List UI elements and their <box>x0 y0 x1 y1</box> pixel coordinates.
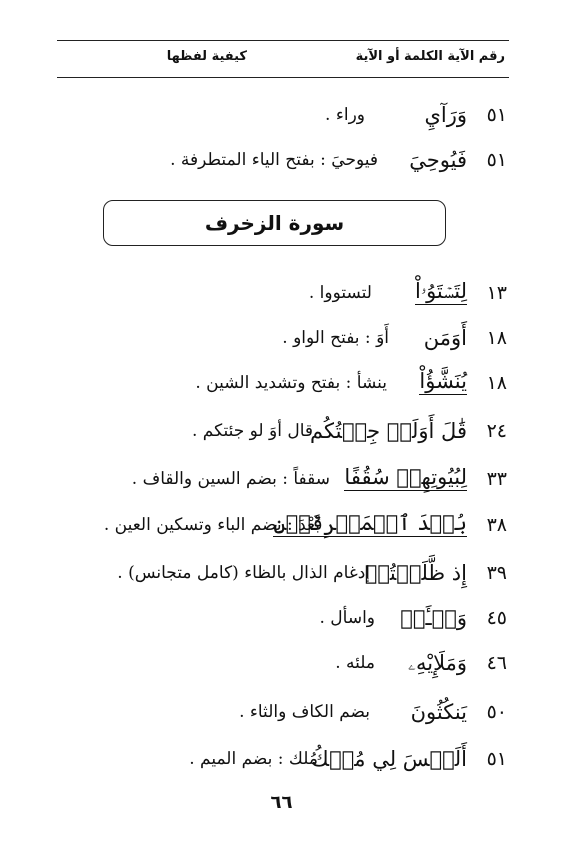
list-item <box>0 276 563 310</box>
quran-word: يَنكُثُونَ <box>410 700 467 724</box>
surah-title-box <box>103 200 446 246</box>
verse-number: ١٣ <box>486 282 507 304</box>
column-header-number-word: رقم الآية الكلمة أو الآية <box>355 49 505 64</box>
quran-word: لِتَسۡتَوُۥاْ <box>414 279 467 303</box>
pronunciation-note: وراء . <box>325 105 365 125</box>
table-header <box>57 40 509 78</box>
verse-number: ٥١ <box>486 748 507 770</box>
list-item <box>0 414 563 448</box>
quran-word: لِبُيُوتِهِمۡ سُقُفًا <box>344 465 467 489</box>
quran-word: وَسۡـَٔلۡ <box>400 606 467 630</box>
list-item <box>0 742 563 776</box>
verse-number: ٥١ <box>486 149 507 171</box>
pronunciation-note: سقفاً : بضم السين والقاف . <box>131 469 330 489</box>
pronunciation-note: ينشأ : بفتح وتشديد الشين . <box>195 373 387 393</box>
list-item <box>0 462 563 496</box>
column-header-pronunciation: كيفية لفظها <box>166 49 247 64</box>
verse-number: ٣٩ <box>486 562 507 584</box>
pronunciation-note: ملئه . <box>335 653 375 673</box>
pronunciation-note: فيوحيَ : بفتح الياء المتطرفة . <box>170 150 378 170</box>
verse-number: ٣٣ <box>486 468 507 490</box>
verse-number: ١٨ <box>486 327 507 349</box>
list-item <box>0 508 563 542</box>
quran-word: فَيُوحِيَ <box>409 148 467 172</box>
quran-word: وَرَآيِ <box>424 103 467 127</box>
quran-word: إِذ ظَّلَمۡتُمۡ <box>364 561 467 585</box>
verse-number: ٥١ <box>486 104 507 126</box>
pronunciation-note: مُلك : بضم الميم . <box>189 749 318 769</box>
verse-number: ٥٠ <box>486 701 507 723</box>
quran-word: أَوَمَن <box>423 326 467 350</box>
list-item <box>0 98 563 132</box>
quran-word: بُعۡدَ ٱلۡمَشۡرِقَيۡنِ <box>273 511 467 535</box>
list-item <box>0 321 563 355</box>
quran-word: قَٰلَ أَوَلَوۡ جِئۡتُكُم <box>310 419 467 443</box>
pronunciation-note: بضم الكاف والثاء . <box>239 702 370 722</box>
pronunciation-note: لتستووا . <box>308 283 372 303</box>
list-item <box>0 143 563 177</box>
surah-title: سورة الزخرف <box>204 211 345 235</box>
list-item <box>0 366 563 400</box>
pronunciation-note: واسأل . <box>319 608 375 628</box>
list-item <box>0 695 563 729</box>
verse-number: ٣٨ <box>486 514 507 536</box>
pronunciation-note: إدغام الذال بالظاء (كامل متجانس) . <box>117 563 370 583</box>
verse-number: ٢٤ <box>486 420 507 442</box>
list-item <box>0 601 563 635</box>
pronunciation-note: أَوَ : بفتح الواو . <box>282 328 389 348</box>
verse-number: ٤٦ <box>486 652 507 674</box>
quran-word: يُنَشَّؤُاْ <box>419 369 467 393</box>
verse-number: ١٨ <box>486 372 507 394</box>
list-item <box>0 646 563 680</box>
verse-number: ٤٥ <box>486 607 507 629</box>
quran-word: أَلَيۡسَ لِي مُلۡكُ <box>311 747 467 771</box>
quran-word: وَمَلَإِيْهِۦ <box>407 651 467 675</box>
page-number: ٦٦ <box>270 792 293 813</box>
pronunciation-note: قال أوَ لو جئتكم . <box>191 421 313 441</box>
pronunciation-note: بُعْدَ : بضم الباء وتسكين العين . <box>103 515 320 535</box>
list-item <box>0 556 563 590</box>
